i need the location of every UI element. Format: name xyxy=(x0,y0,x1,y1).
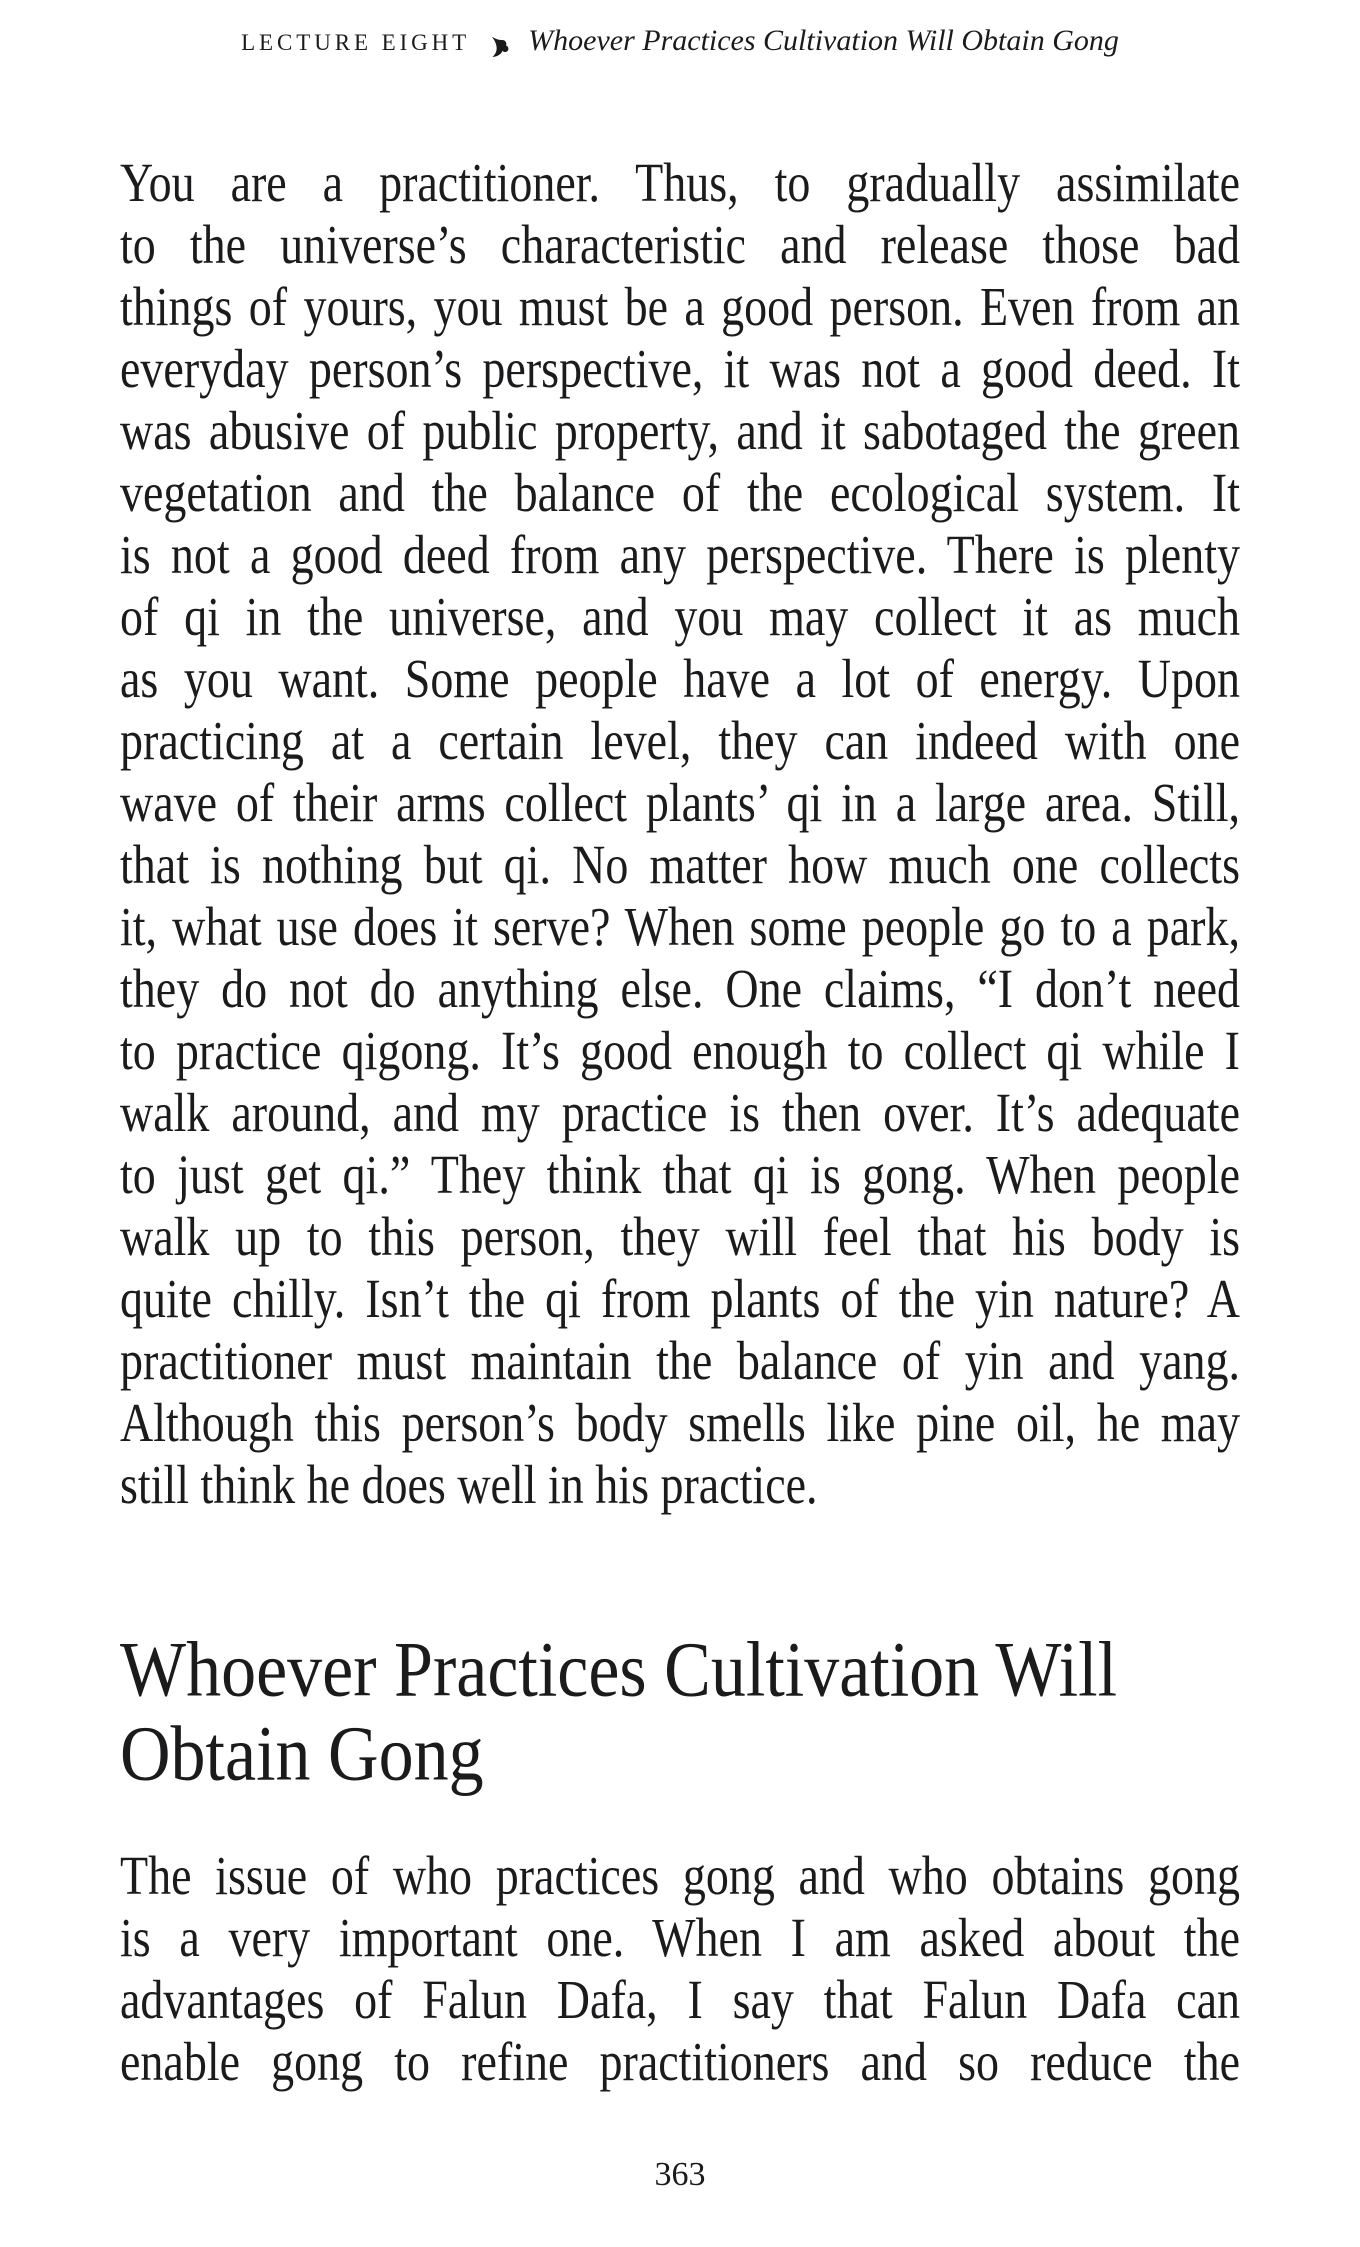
page-number: 363 xyxy=(654,2156,706,2193)
text-line: The issue of who practices gong and who obtains gong xyxy=(120,1844,1240,1906)
text-line: to the universe’s characteristic and release those bad xyxy=(120,213,1240,275)
text-line: it, what use does it serve? When some people go to a park, xyxy=(120,895,1240,957)
text-line: Obtain Gong xyxy=(120,1711,484,1798)
page-footer xyxy=(0,2156,1360,2194)
text-line: You are a practitioner. Thus, to gradually assimilate xyxy=(120,151,1240,213)
paragraph-2 xyxy=(120,1845,1240,2093)
text-line: things of yours, you must be a good person. Even from an xyxy=(120,275,1240,337)
hedera-leaf-icon xyxy=(488,34,510,60)
text-line: walk around, and my practice is then over. It’s adequate xyxy=(120,1081,1240,1143)
text-line: Although this person’s body smells like pine oil, he may xyxy=(120,1391,1240,1453)
text-line: still think he does well in his practice. xyxy=(120,1453,818,1515)
text-line: walk up to this person, they will feel that his body is xyxy=(120,1205,1240,1267)
text-line: practicing at a certain level, they can indeed with one xyxy=(120,709,1240,771)
paragraph-1 xyxy=(120,152,1240,1516)
running-header-chapter-title: Whoever Practices Cultivation Will Obtain Gong xyxy=(528,24,1119,57)
text-line: vegetation and the balance of the ecological system. It xyxy=(120,461,1240,523)
text-line: of qi in the universe, and you may collect it as much xyxy=(120,585,1240,647)
text-line: to just get qi.” They think that qi is gong. When people xyxy=(120,1143,1240,1205)
text-line: that is nothing but qi. No matter how much one collects xyxy=(120,833,1240,895)
text-line: was abusive of public property, and it sabotaged the green xyxy=(120,399,1240,461)
text-line: is not a good deed from any perspective. There is plenty xyxy=(120,523,1240,585)
text-line: Whoever Practices Cultivation Will xyxy=(120,1627,1118,1714)
text-line: they do not do anything else. One claims, “I don’t need xyxy=(120,957,1240,1019)
running-header xyxy=(0,24,1360,60)
section-heading xyxy=(120,1629,1240,1797)
text-line: practitioner must maintain the balance of yin and yang. xyxy=(120,1329,1240,1391)
text-line: quite chilly. Isn’t the qi from plants of the yin nature? A xyxy=(120,1267,1240,1329)
text-line: as you want. Some people have a lot of energy. Upon xyxy=(120,647,1240,709)
page-body xyxy=(120,152,1240,2093)
running-header-chapter-label: LECTURE EIGHT xyxy=(241,30,471,55)
text-line: is a very important one. When I am asked about the xyxy=(120,1906,1240,1968)
text-line: everyday person’s perspective, it was not a good deed. It xyxy=(120,337,1240,399)
text-line: wave of their arms collect plants’ qi in a large area. Still, xyxy=(120,771,1240,833)
text-line: enable gong to refine practitioners and so reduce the xyxy=(120,2030,1240,2092)
text-line: advantages of Falun Dafa, I say that Falun Dafa can xyxy=(120,1968,1240,2030)
text-line: to practice qigong. It’s good enough to collect qi while I xyxy=(120,1019,1240,1081)
